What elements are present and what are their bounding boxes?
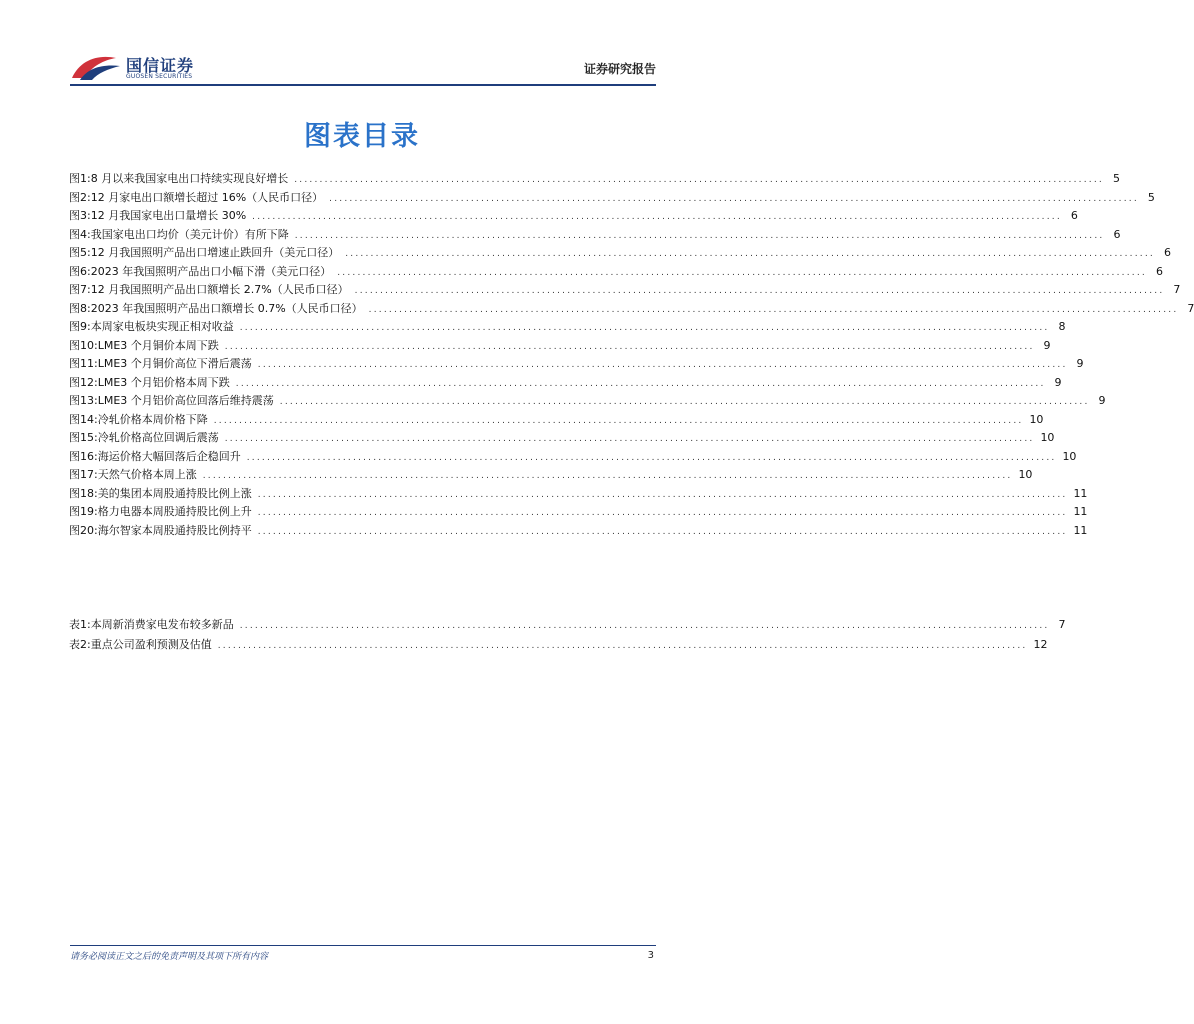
figure-entry[interactable]: [69, 170, 1120, 188]
entry-title: LME3 个月铝价高位回落后维持震荡: [97, 394, 274, 407]
entry-label: 图1:: [69, 172, 91, 185]
dot-leader: ................................................................................................................................................................: [337, 267, 1147, 278]
entry-title: 天然气价格本周上涨: [97, 468, 197, 481]
entry-label: 图10:: [69, 338, 98, 352]
header-divider: [70, 84, 656, 86]
figure-entry[interactable]: [69, 374, 1062, 392]
entry-label: 图3:: [69, 209, 91, 222]
entry-title: 8 月以来我国家电出口持续实现良好增长: [90, 172, 289, 185]
entry-label: 图5:: [69, 246, 91, 259]
entry-title: 本周家电板块实现正相对收益: [90, 320, 234, 333]
dot-leader: ................................................................................................................................................................: [213, 415, 1024, 426]
dot-leader: ................................................................................................................................................................: [217, 641, 1028, 651]
entry-title: 重点公司盈利预测及估值: [90, 638, 212, 651]
entry-page-number: 5: [1112, 172, 1120, 185]
entry-page-number: 9: [1054, 375, 1062, 389]
entry-page-number: 10: [1062, 449, 1077, 463]
entry-label: 图4:: [69, 227, 91, 241]
dot-leader: ................................................................................................................................................................: [294, 230, 1105, 241]
dot-leader: ................................................................................................................................................................: [368, 304, 1179, 315]
entry-label: 图6:: [69, 264, 91, 278]
dot-leader: ................................................................................................................................................................: [235, 378, 1046, 389]
entry-title: 12 月我国照明产品出口额增长 2.7%（人民币口径）: [90, 283, 349, 296]
entry-title: 美的集团本周股通持股比例上涨: [97, 486, 252, 500]
entry-label: 图16:: [69, 449, 98, 463]
figure-entry[interactable]: [69, 300, 1194, 318]
figure-entry[interactable]: [69, 503, 1088, 521]
figure-entry[interactable]: [69, 522, 1088, 540]
figure-entry[interactable]: [69, 411, 1044, 429]
entry-title: 海运价格大幅回落后企稳回升: [97, 449, 241, 463]
dot-leader: ................................................................................................................................................................: [257, 508, 1068, 518]
figure-entry[interactable]: [69, 189, 1155, 207]
table-entry[interactable]: [69, 636, 1048, 654]
dot-leader: ................................................................................................................................................................: [257, 526, 1068, 537]
entry-page-number: 5: [1147, 190, 1155, 204]
entry-page-number: 9: [1043, 338, 1051, 352]
figure-entry[interactable]: [69, 244, 1171, 262]
entry-label: 图9:: [69, 320, 91, 333]
dot-leader: ................................................................................................................................................................: [279, 397, 1090, 407]
figure-entry[interactable]: [69, 355, 1084, 373]
entry-label: 图18:: [69, 486, 98, 500]
dot-leader: ................................................................................................................................................................: [202, 471, 1013, 481]
entry-label: 图20:: [69, 523, 98, 537]
dot-leader: ................................................................................................................................................................: [224, 434, 1035, 444]
entry-title: 12 月我国家电出口量增长 30%: [90, 209, 247, 222]
entry-title: 海尔智家本周股通持股比例持平: [97, 523, 252, 537]
entry-title: 2023 年我国照明产品出口额增长 0.7%（人民币口径）: [90, 301, 363, 315]
entry-page-number: 10: [1040, 431, 1055, 444]
entry-page-number: 6: [1070, 209, 1078, 222]
entry-title: 冷轧价格本周价格下降: [97, 412, 208, 426]
report-type-label: 证券研究报告: [583, 62, 656, 76]
logo-chinese-name: 国信证券: [126, 56, 195, 75]
entry-page-number: 9: [1098, 394, 1106, 407]
entry-page-number: 6: [1155, 264, 1163, 278]
entry-page-number: 9: [1076, 357, 1084, 370]
entry-label: 图8:: [69, 301, 91, 315]
entry-page-number: 11: [1073, 505, 1088, 518]
figure-entry[interactable]: [69, 226, 1121, 244]
figure-entry[interactable]: [69, 337, 1051, 355]
page-header: [70, 50, 656, 84]
entry-page-number: 8: [1058, 320, 1066, 333]
dot-leader: ................................................................................................................................................................: [257, 489, 1068, 500]
entry-title: 我国家电出口均价（美元计价）有所下降: [90, 227, 289, 241]
figure-entry[interactable]: [69, 281, 1181, 299]
entry-label: 图2:: [69, 190, 91, 204]
footer-divider: [70, 945, 656, 946]
entry-label: 图11:: [69, 357, 98, 370]
dot-leader: ................................................................................................................................................................: [239, 323, 1050, 333]
entry-title: 本周新消费家电发布较多新品: [90, 618, 234, 631]
entry-title: LME3 个月铜价高位下滑后震荡: [97, 357, 252, 370]
entry-page-number: 11: [1073, 523, 1088, 537]
entry-page-number: 12: [1033, 638, 1048, 651]
dot-leader: ................................................................................................................................................................: [239, 621, 1050, 631]
entry-page-number: 7: [1187, 301, 1194, 315]
page-title: 图表目录: [304, 121, 420, 152]
dot-leader: ................................................................................................................................................................: [329, 193, 1139, 204]
dot-leader: ................................................................................................................................................................: [224, 341, 1035, 352]
entry-label: 图15:: [69, 431, 98, 444]
dot-leader: ................................................................................................................................................................: [354, 286, 1165, 296]
entry-page-number: 10: [1018, 468, 1033, 481]
figure-entry[interactable]: [69, 466, 1033, 484]
dot-leader: ................................................................................................................................................................: [246, 452, 1057, 463]
table-entry[interactable]: [69, 616, 1066, 634]
entry-page-number: 10: [1029, 412, 1044, 426]
page-number: 3: [647, 950, 654, 961]
entry-title: 12 月家电出口额增长超过 16%（人民币口径）: [90, 190, 324, 204]
entry-label: 图17:: [69, 468, 98, 481]
figure-entry[interactable]: [69, 485, 1088, 503]
figure-entry[interactable]: [69, 318, 1066, 336]
dot-leader: ................................................................................................................................................................: [252, 212, 1062, 222]
guosen-logo-icon: [70, 52, 122, 82]
entry-page-number: 6: [1163, 246, 1171, 259]
footer-disclaimer: 请务必阅读正文之后的免责声明及其项下所有内容: [70, 952, 269, 962]
figure-entry[interactable]: [69, 263, 1163, 281]
entry-label: 表2:: [69, 638, 91, 651]
dot-leader: ................................................................................................................................................................: [257, 360, 1068, 370]
figure-entry[interactable]: [69, 392, 1106, 410]
entry-page-number: 7: [1058, 618, 1066, 631]
entry-page-number: 11: [1073, 486, 1088, 500]
entry-label: 图13:: [69, 394, 98, 407]
figure-entry[interactable]: [69, 448, 1077, 466]
entry-label: 图14:: [69, 412, 98, 426]
entry-title: 12 月我国照明产品出口增速止跌回升（美元口径）: [90, 246, 340, 259]
entry-page-number: 6: [1113, 227, 1121, 241]
entry-title: LME3 个月铝价格本周下跌: [97, 375, 230, 389]
entry-title: 冷轧价格高位回调后震荡: [97, 431, 219, 444]
entry-title: LME3 个月铜价本周下跌: [97, 338, 219, 352]
entry-page-number: 7: [1173, 283, 1181, 296]
entry-label: 表1:: [69, 618, 91, 631]
entry-label: 图12:: [69, 375, 98, 389]
logo-english-name: GUOSEN SECURITIES: [126, 73, 193, 80]
entry-title: 格力电器本周股通持股比例上升: [97, 505, 252, 518]
entry-title: 2023 年我国照明产品出口小幅下滑（美元口径）: [90, 264, 332, 278]
figure-entry[interactable]: [69, 429, 1055, 447]
dot-leader: ................................................................................................................................................................: [294, 175, 1104, 185]
figure-entry[interactable]: [69, 207, 1078, 225]
entry-label: 图19:: [69, 505, 98, 518]
entry-label: 图7:: [69, 283, 91, 296]
dot-leader: ................................................................................................................................................................: [345, 249, 1155, 259]
